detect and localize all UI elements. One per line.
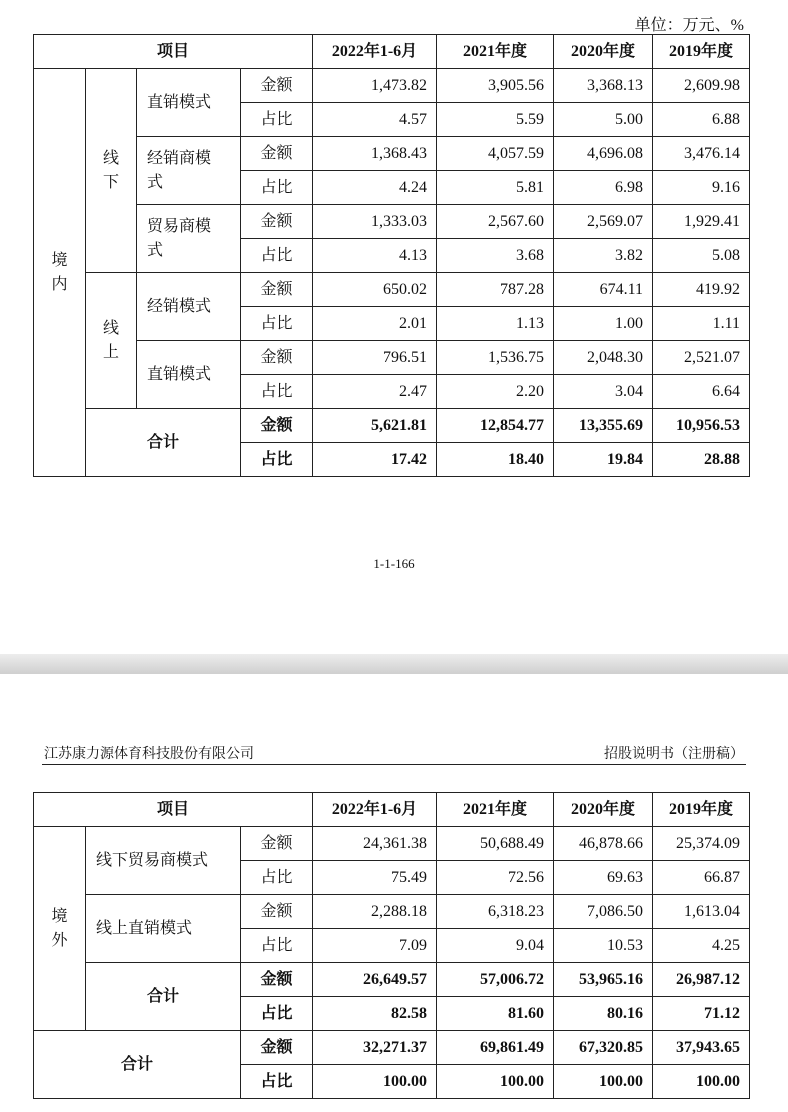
ratio-label: 占比 [241, 307, 313, 341]
cell-value: 3,476.14 [653, 137, 750, 171]
cell-value: 100.00 [554, 1065, 653, 1099]
cell-value: 2.47 [313, 375, 437, 409]
header-2019: 2019年度 [653, 793, 750, 827]
cell-value: 4.25 [653, 929, 750, 963]
page-number: 1-1-166 [373, 556, 415, 571]
ratio-label: 占比 [241, 239, 313, 273]
cell-value: 5.81 [437, 171, 554, 205]
mode-label: 经销商模式 [137, 137, 241, 205]
header-item: 项目 [34, 793, 313, 827]
cell-value: 69.63 [554, 861, 653, 895]
cell-value: 4,057.59 [437, 137, 554, 171]
cell-value: 67,320.85 [554, 1031, 653, 1065]
table-header-row [34, 35, 750, 69]
cell-value: 26,649.57 [313, 963, 437, 997]
cell-value: 26,987.12 [653, 963, 750, 997]
cell-value: 69,861.49 [437, 1031, 554, 1065]
cell-value: 2,048.30 [554, 341, 653, 375]
subtotal-label: 合计 [86, 409, 241, 477]
amount-label: 金额 [241, 137, 313, 171]
cell-value: 80.16 [554, 997, 653, 1031]
cell-value: 6.88 [653, 103, 750, 137]
ratio-label: 占比 [241, 103, 313, 137]
channel-offline: 线下 [86, 69, 137, 273]
amount-label: 金额 [241, 409, 313, 443]
cell-value: 32,271.37 [313, 1031, 437, 1065]
cell-value: 18.40 [437, 443, 554, 477]
cell-value: 3,905.56 [437, 69, 554, 103]
cell-value: 66.87 [653, 861, 750, 895]
amount-label: 金额 [241, 895, 313, 929]
subtotal-label: 合计 [86, 963, 241, 1031]
company-name: 江苏康力源体育科技股份有限公司 [44, 746, 254, 762]
ratio-label: 占比 [241, 375, 313, 409]
cell-value: 13,355.69 [554, 409, 653, 443]
cell-value: 7.09 [313, 929, 437, 963]
cell-value: 50,688.49 [437, 827, 554, 861]
cell-value: 17.42 [313, 443, 437, 477]
ratio-label: 占比 [241, 171, 313, 205]
region-overseas: 境外 [34, 827, 86, 1031]
cell-value: 81.60 [437, 997, 554, 1031]
cell-value: 2,567.60 [437, 205, 554, 239]
cell-value: 100.00 [313, 1065, 437, 1099]
cell-value: 1.13 [437, 307, 554, 341]
cell-value: 6.98 [554, 171, 653, 205]
overseas-sales-table [33, 792, 750, 1099]
cell-value: 10,956.53 [653, 409, 750, 443]
total-label: 合计 [34, 1031, 241, 1099]
header-2020: 2020年度 [554, 35, 653, 69]
amount-label: 金额 [241, 69, 313, 103]
mode-label: 线下贸易商模式 [86, 827, 241, 895]
total-row [34, 1031, 750, 1065]
mode-label: 直销模式 [137, 69, 241, 137]
cell-value: 24,361.38 [313, 827, 437, 861]
ratio-label: 占比 [241, 997, 313, 1031]
ratio-label: 占比 [241, 929, 313, 963]
cell-value: 2,521.07 [653, 341, 750, 375]
table-row [34, 69, 750, 103]
header-2021: 2021年度 [437, 793, 554, 827]
cell-value: 46,878.66 [554, 827, 653, 861]
cell-value: 3,368.13 [554, 69, 653, 103]
cell-value: 4.57 [313, 103, 437, 137]
cell-value: 1,333.03 [313, 205, 437, 239]
document-title: 招股说明书（注册稿） [604, 746, 744, 762]
cell-value: 2,288.18 [313, 895, 437, 929]
cell-value: 28.88 [653, 443, 750, 477]
cell-value: 9.04 [437, 929, 554, 963]
cell-value: 2,569.07 [554, 205, 653, 239]
mode-label: 直销模式 [137, 341, 241, 409]
cell-value: 100.00 [653, 1065, 750, 1099]
cell-value: 1.00 [554, 307, 653, 341]
cell-value: 5,621.81 [313, 409, 437, 443]
table-row [34, 205, 750, 239]
mode-label: 贸易商模式 [137, 205, 241, 273]
cell-value: 4.13 [313, 239, 437, 273]
mode-label: 经销模式 [137, 273, 241, 341]
cell-value: 4.24 [313, 171, 437, 205]
cell-value: 82.58 [313, 997, 437, 1031]
cell-value: 650.02 [313, 273, 437, 307]
table-row [34, 341, 750, 375]
cell-value: 71.12 [653, 997, 750, 1031]
cell-value: 75.49 [313, 861, 437, 895]
header-2022h1: 2022年1-6月 [313, 35, 437, 69]
cell-value: 1.11 [653, 307, 750, 341]
cell-value: 7,086.50 [554, 895, 653, 929]
cell-value: 10.53 [554, 929, 653, 963]
cell-value: 1,536.75 [437, 341, 554, 375]
cell-value: 419.92 [653, 273, 750, 307]
cell-value: 6,318.23 [437, 895, 554, 929]
header-2020: 2020年度 [554, 793, 653, 827]
cell-value: 3.82 [554, 239, 653, 273]
table-row [34, 137, 750, 171]
amount-label: 金额 [241, 341, 313, 375]
region-domestic: 境内 [34, 69, 86, 477]
domestic-sales-table [33, 34, 750, 477]
amount-label: 金额 [241, 827, 313, 861]
amount-label: 金额 [241, 205, 313, 239]
cell-value: 1,613.04 [653, 895, 750, 929]
cell-value: 6.64 [653, 375, 750, 409]
ratio-label: 占比 [241, 861, 313, 895]
cell-value: 674.11 [554, 273, 653, 307]
page-break [0, 654, 788, 674]
amount-label: 金额 [241, 1031, 313, 1065]
cell-value: 3.68 [437, 239, 554, 273]
ratio-label: 占比 [241, 443, 313, 477]
cell-value: 3.04 [554, 375, 653, 409]
cell-value: 100.00 [437, 1065, 554, 1099]
cell-value: 9.16 [653, 171, 750, 205]
cell-value: 4,696.08 [554, 137, 653, 171]
cell-value: 1,929.41 [653, 205, 750, 239]
unit-label: 单位：万元、% [634, 17, 744, 34]
table-header-row [34, 793, 750, 827]
cell-value: 25,374.09 [653, 827, 750, 861]
cell-value: 12,854.77 [437, 409, 554, 443]
subtotal-row [34, 963, 750, 997]
amount-label: 金额 [241, 963, 313, 997]
amount-label: 金额 [241, 273, 313, 307]
header-2019: 2019年度 [653, 35, 750, 69]
header-item: 项目 [34, 35, 313, 69]
cell-value: 1,368.43 [313, 137, 437, 171]
page-header [42, 743, 746, 765]
table-row [34, 827, 750, 861]
cell-value: 72.56 [437, 861, 554, 895]
table-row [34, 273, 750, 307]
cell-value: 2.20 [437, 375, 554, 409]
mode-label: 线上直销模式 [86, 895, 241, 963]
cell-value: 787.28 [437, 273, 554, 307]
cell-value: 796.51 [313, 341, 437, 375]
cell-value: 37,943.65 [653, 1031, 750, 1065]
table-row [34, 895, 750, 929]
header-2021: 2021年度 [437, 35, 554, 69]
cell-value: 2,609.98 [653, 69, 750, 103]
cell-value: 5.00 [554, 103, 653, 137]
cell-value: 57,006.72 [437, 963, 554, 997]
cell-value: 2.01 [313, 307, 437, 341]
cell-value: 5.08 [653, 239, 750, 273]
subtotal-row [34, 409, 750, 443]
cell-value: 53,965.16 [554, 963, 653, 997]
cell-value: 19.84 [554, 443, 653, 477]
header-2022h1: 2022年1-6月 [313, 793, 437, 827]
cell-value: 1,473.82 [313, 69, 437, 103]
cell-value: 5.59 [437, 103, 554, 137]
ratio-label: 占比 [241, 1065, 313, 1099]
channel-online: 线上 [86, 273, 137, 409]
